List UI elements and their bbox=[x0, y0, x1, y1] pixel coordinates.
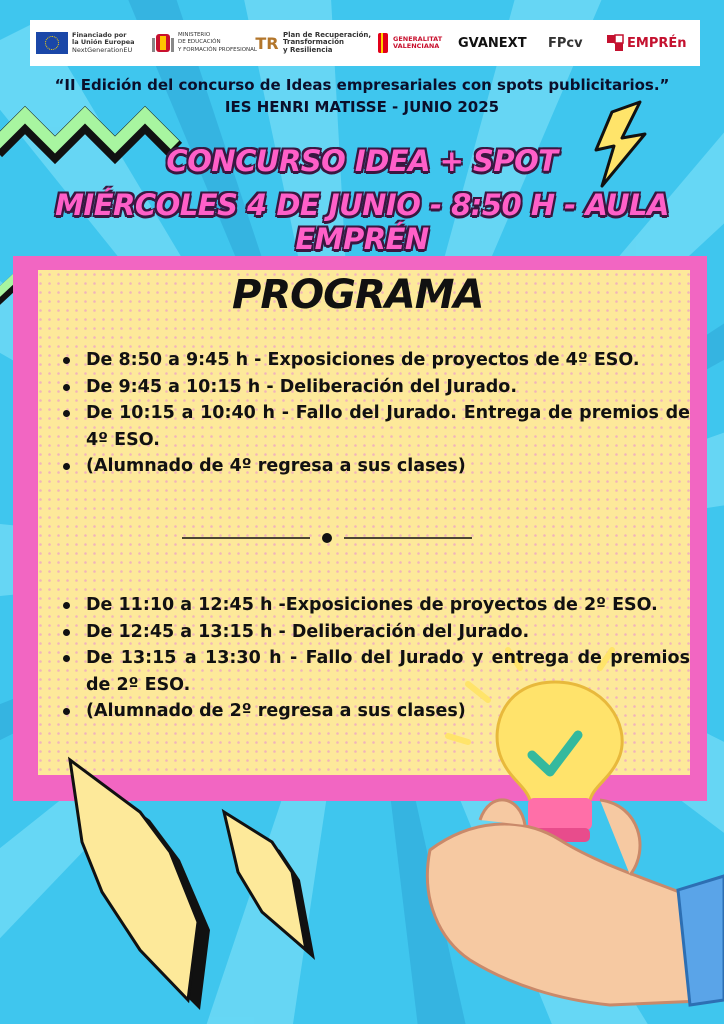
eu-line1: Financiado por bbox=[72, 30, 127, 39]
list-item: De 8:50 a 9:45 h - Exposiciones de proyectos de 4º ESO. bbox=[60, 347, 690, 374]
empren-cube-icon bbox=[606, 34, 624, 52]
eu-logo bbox=[36, 26, 135, 60]
plan-line3: y Resiliencia bbox=[283, 45, 333, 54]
programa-heading: PROGRAMA bbox=[232, 272, 484, 318]
list-item: De 12:45 a 13:15 h - Deliberación del Jurado. bbox=[60, 619, 690, 646]
logo-bar bbox=[30, 20, 700, 66]
ministerio-logo bbox=[152, 26, 257, 60]
list-item: De 13:15 a 13:30 h - Fallo del Jurado y entrega de premios de 2º ESO. bbox=[60, 645, 690, 698]
tr-icon: TR bbox=[255, 33, 279, 53]
spain-crest-icon bbox=[152, 30, 174, 56]
gv-crest-icon bbox=[376, 31, 390, 55]
ministerio-line3: Y FORMACIÓN PROFESIONAL bbox=[178, 46, 257, 53]
gvanext-logo bbox=[458, 26, 527, 60]
list-item: De 10:15 a 10:40 h - Fallo del Jurado. Entrega de premios de 4º ESO. bbox=[60, 400, 690, 453]
eu-flag-icon bbox=[36, 32, 68, 54]
plan-logo bbox=[254, 26, 371, 60]
gv-line2: VALENCIANA bbox=[393, 42, 440, 50]
fpcv-logo bbox=[548, 26, 583, 60]
event-subtitle: “II Edición del concurso de Ideas empresariales con spots publicitarios.” bbox=[54, 76, 670, 94]
session2-list bbox=[60, 592, 690, 725]
title-line2: MIÉRCOLES 4 DE JUNIO - 8:50 H - AULA EMPRÉN bbox=[55, 188, 669, 256]
school-date: IES HENRI MATISSE - JUNIO 2025 bbox=[224, 98, 500, 116]
gv-line1: GENERALITAT bbox=[393, 34, 443, 43]
list-item: (Alumnado de 2º regresa a sus clases) bbox=[60, 698, 690, 725]
ministerio-line2: DE EDUCACIÓN bbox=[178, 39, 221, 46]
eu-line3: NextGenerationEU bbox=[72, 45, 133, 54]
plan-line2: Transformación bbox=[283, 38, 344, 47]
list-item: (Alumnado de 4º regresa a sus clases) bbox=[60, 453, 690, 480]
empren-text: EMPRÉn bbox=[627, 35, 687, 51]
session1-list bbox=[60, 347, 690, 480]
title-line1: CONCURSO IDEA + SPOT bbox=[166, 144, 558, 178]
eu-line2: la Unión Europea bbox=[72, 38, 135, 47]
list-item: De 9:45 a 10:15 h - Deliberación del Jurado. bbox=[60, 374, 690, 401]
list-item: De 11:10 a 12:45 h -Exposiciones de proyectos de 2º ESO. bbox=[60, 592, 690, 619]
generalitat-logo bbox=[376, 26, 442, 60]
divider bbox=[182, 532, 472, 544]
gvanext-text: GVANEXT bbox=[458, 35, 527, 51]
plan-line1: Plan de Recuperación, bbox=[283, 30, 372, 39]
empren-logo bbox=[606, 26, 687, 60]
fpcv-text: FPcv bbox=[548, 35, 583, 51]
ministerio-line1: MINISTERIO bbox=[178, 31, 211, 38]
